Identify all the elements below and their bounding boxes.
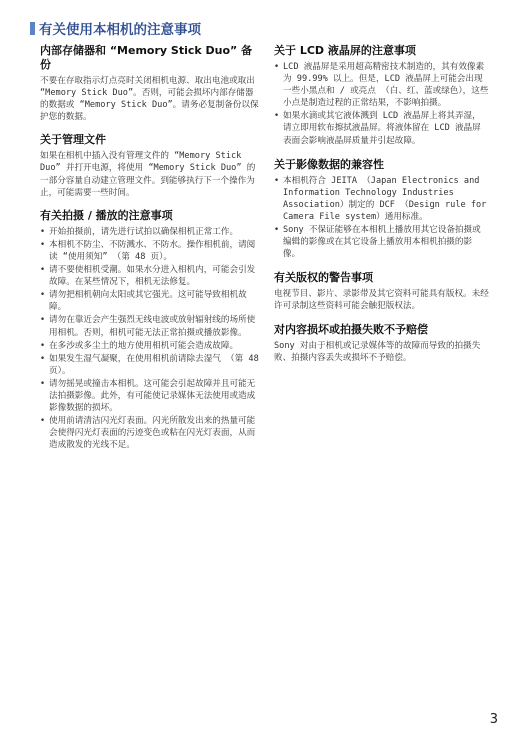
section-heading-management-file: 关于管理文件 bbox=[40, 133, 106, 147]
right-column bbox=[274, 44, 489, 364]
section-body-no-compensation: Sony 对由于相机或记录媒体等的故障而导致的拍摄失败、拍摄内容丢失或损坏不予赔偿。 bbox=[274, 340, 481, 363]
section-heading-compatibility: 关于影像数据的兼容性 bbox=[274, 157, 384, 171]
page-number: 3 bbox=[489, 712, 498, 727]
bullet-icon: • bbox=[40, 416, 46, 427]
bullet-icon: • bbox=[40, 378, 46, 389]
bullet-icon: • bbox=[40, 226, 46, 237]
page-title bbox=[30, 18, 201, 38]
section-heading-no-compensation: 对内容损坏或拍摄失败不予赔偿 bbox=[274, 322, 428, 336]
section-body-copyright: 电视节目、影片、录影带及其它资料可能具有版权。未经许可录制这些资料可能会触犯版权法。 bbox=[274, 289, 489, 312]
section-body-backup: 不要在存取指示灯点亮时关闭相机电源、取出电池或取出 “Memory Stick Duo”。否则，可能会损坏内部存储器的数据或 “Memory Stick Duo”。请务必复制备份以保护您的数据。 bbox=[40, 76, 259, 123]
list-item: • 请不要使相机受潮。如果水分进入相机内，可能会引发故障。在某些情况下，相机无法修复。 bbox=[40, 265, 256, 288]
section-heading-backup: 内部存储器和 “Memory Stick Duo” 备份 bbox=[40, 44, 253, 71]
list-item: • 使用前请清洁闪光灯表面。闪光所散发出来的热量可能会使得闪光灯表面的污迹变色或粘在闪光灯表面，从而造成散发的光线不足。 bbox=[40, 416, 256, 451]
page-title-text: 有关使用本相机的注意事项 bbox=[39, 22, 201, 38]
list-item: • 请勿在靠近会产生强烈无线电波或放射辐射线的场所使用相机。否则，相机可能无法正常拍摄或播放影像。 bbox=[40, 315, 256, 338]
list-item: • 本相机符合 JEITA （Japan Electronics and Information Technology Industries Association）制定的 DCF （Design rule for Camera File system）通用标准。 bbox=[274, 175, 487, 222]
bullet-icon: • bbox=[40, 315, 46, 326]
bullet-icon: • bbox=[274, 175, 280, 186]
list-item: • 如果发生湿气凝聚，在使用相机前请除去湿气 （第 48 页）。 bbox=[40, 353, 259, 376]
bullet-icon: • bbox=[274, 225, 280, 236]
list-item: • 在多沙或多尘土的地方使用相机可能会造成故障。 bbox=[40, 340, 239, 351]
list-item: • 如果水滴或其它液体溅到 LCD 液晶屏上将其弄湿，请立即用软布擦拭液晶屏。将液体留在 LCD 液晶屏表面会影响液晶屏质量并引起故障。 bbox=[274, 111, 481, 146]
left-column bbox=[40, 44, 262, 452]
list-item: • 开始拍摄前，请先进行试拍以确保相机正常工作。 bbox=[40, 226, 239, 237]
list-item: • 本相机不防尘、不防溅水、不防水。操作相机前，请阅读 “使用须知” （第 48 页）。 bbox=[40, 239, 256, 262]
bullet-icon: • bbox=[40, 239, 46, 250]
list-item: • 请勿把相机朝向太阳或其它强光。这可能导致相机故障。 bbox=[40, 290, 247, 313]
bullet-list-lcd bbox=[274, 61, 489, 147]
bullet-icon: • bbox=[40, 290, 46, 301]
section-heading-lcd: 关于 LCD 液晶屏的注意事项 bbox=[274, 44, 416, 57]
list-item: • LCD 液晶屏是采用超高精密技术制造的，其有效像素为 99.99% 以上。但是，LCD 液晶屏上可能会出现一些小黑点和 / 或亮点 （白、红、蓝或绿色），这些小点是制造过程的正常结果，不影响拍摄。 bbox=[274, 62, 489, 109]
title-marker-icon bbox=[30, 22, 35, 35]
bullet-icon: • bbox=[40, 265, 46, 276]
section-heading-shooting-playback: 有关拍摄 / 播放的注意事项 bbox=[40, 208, 173, 222]
list-item: • Sony 不保证能够在本相机上播放用其它设备拍摄或编辑的影像或在其它设备上播放用本相机拍摄的影像。 bbox=[274, 225, 481, 260]
bullet-icon: • bbox=[40, 340, 46, 351]
bullet-icon: • bbox=[274, 111, 280, 122]
section-heading-copyright: 有关版权的警告事项 bbox=[274, 271, 373, 285]
bullet-list-shooting-playback bbox=[40, 226, 262, 452]
bullet-icon: • bbox=[40, 353, 46, 364]
bullet-list-compatibility bbox=[274, 175, 489, 261]
section-body-management-file: 如果在相机中插入没有管理文件的 “Memory Stick Duo” 并打开电源，将使用 “Memory Stick Duo” 的一部分容量自动建立管理文件。到能够执行下一个操作为止，可能需要一些时间。 bbox=[40, 151, 256, 198]
list-item: • 请勿摇晃或撞击本相机。这可能会引起故障并且可能无法拍摄影像。此外，有可能使记录媒体无法使用或造成影像数据的损坏。 bbox=[40, 378, 256, 414]
bullet-icon: • bbox=[274, 62, 280, 72]
